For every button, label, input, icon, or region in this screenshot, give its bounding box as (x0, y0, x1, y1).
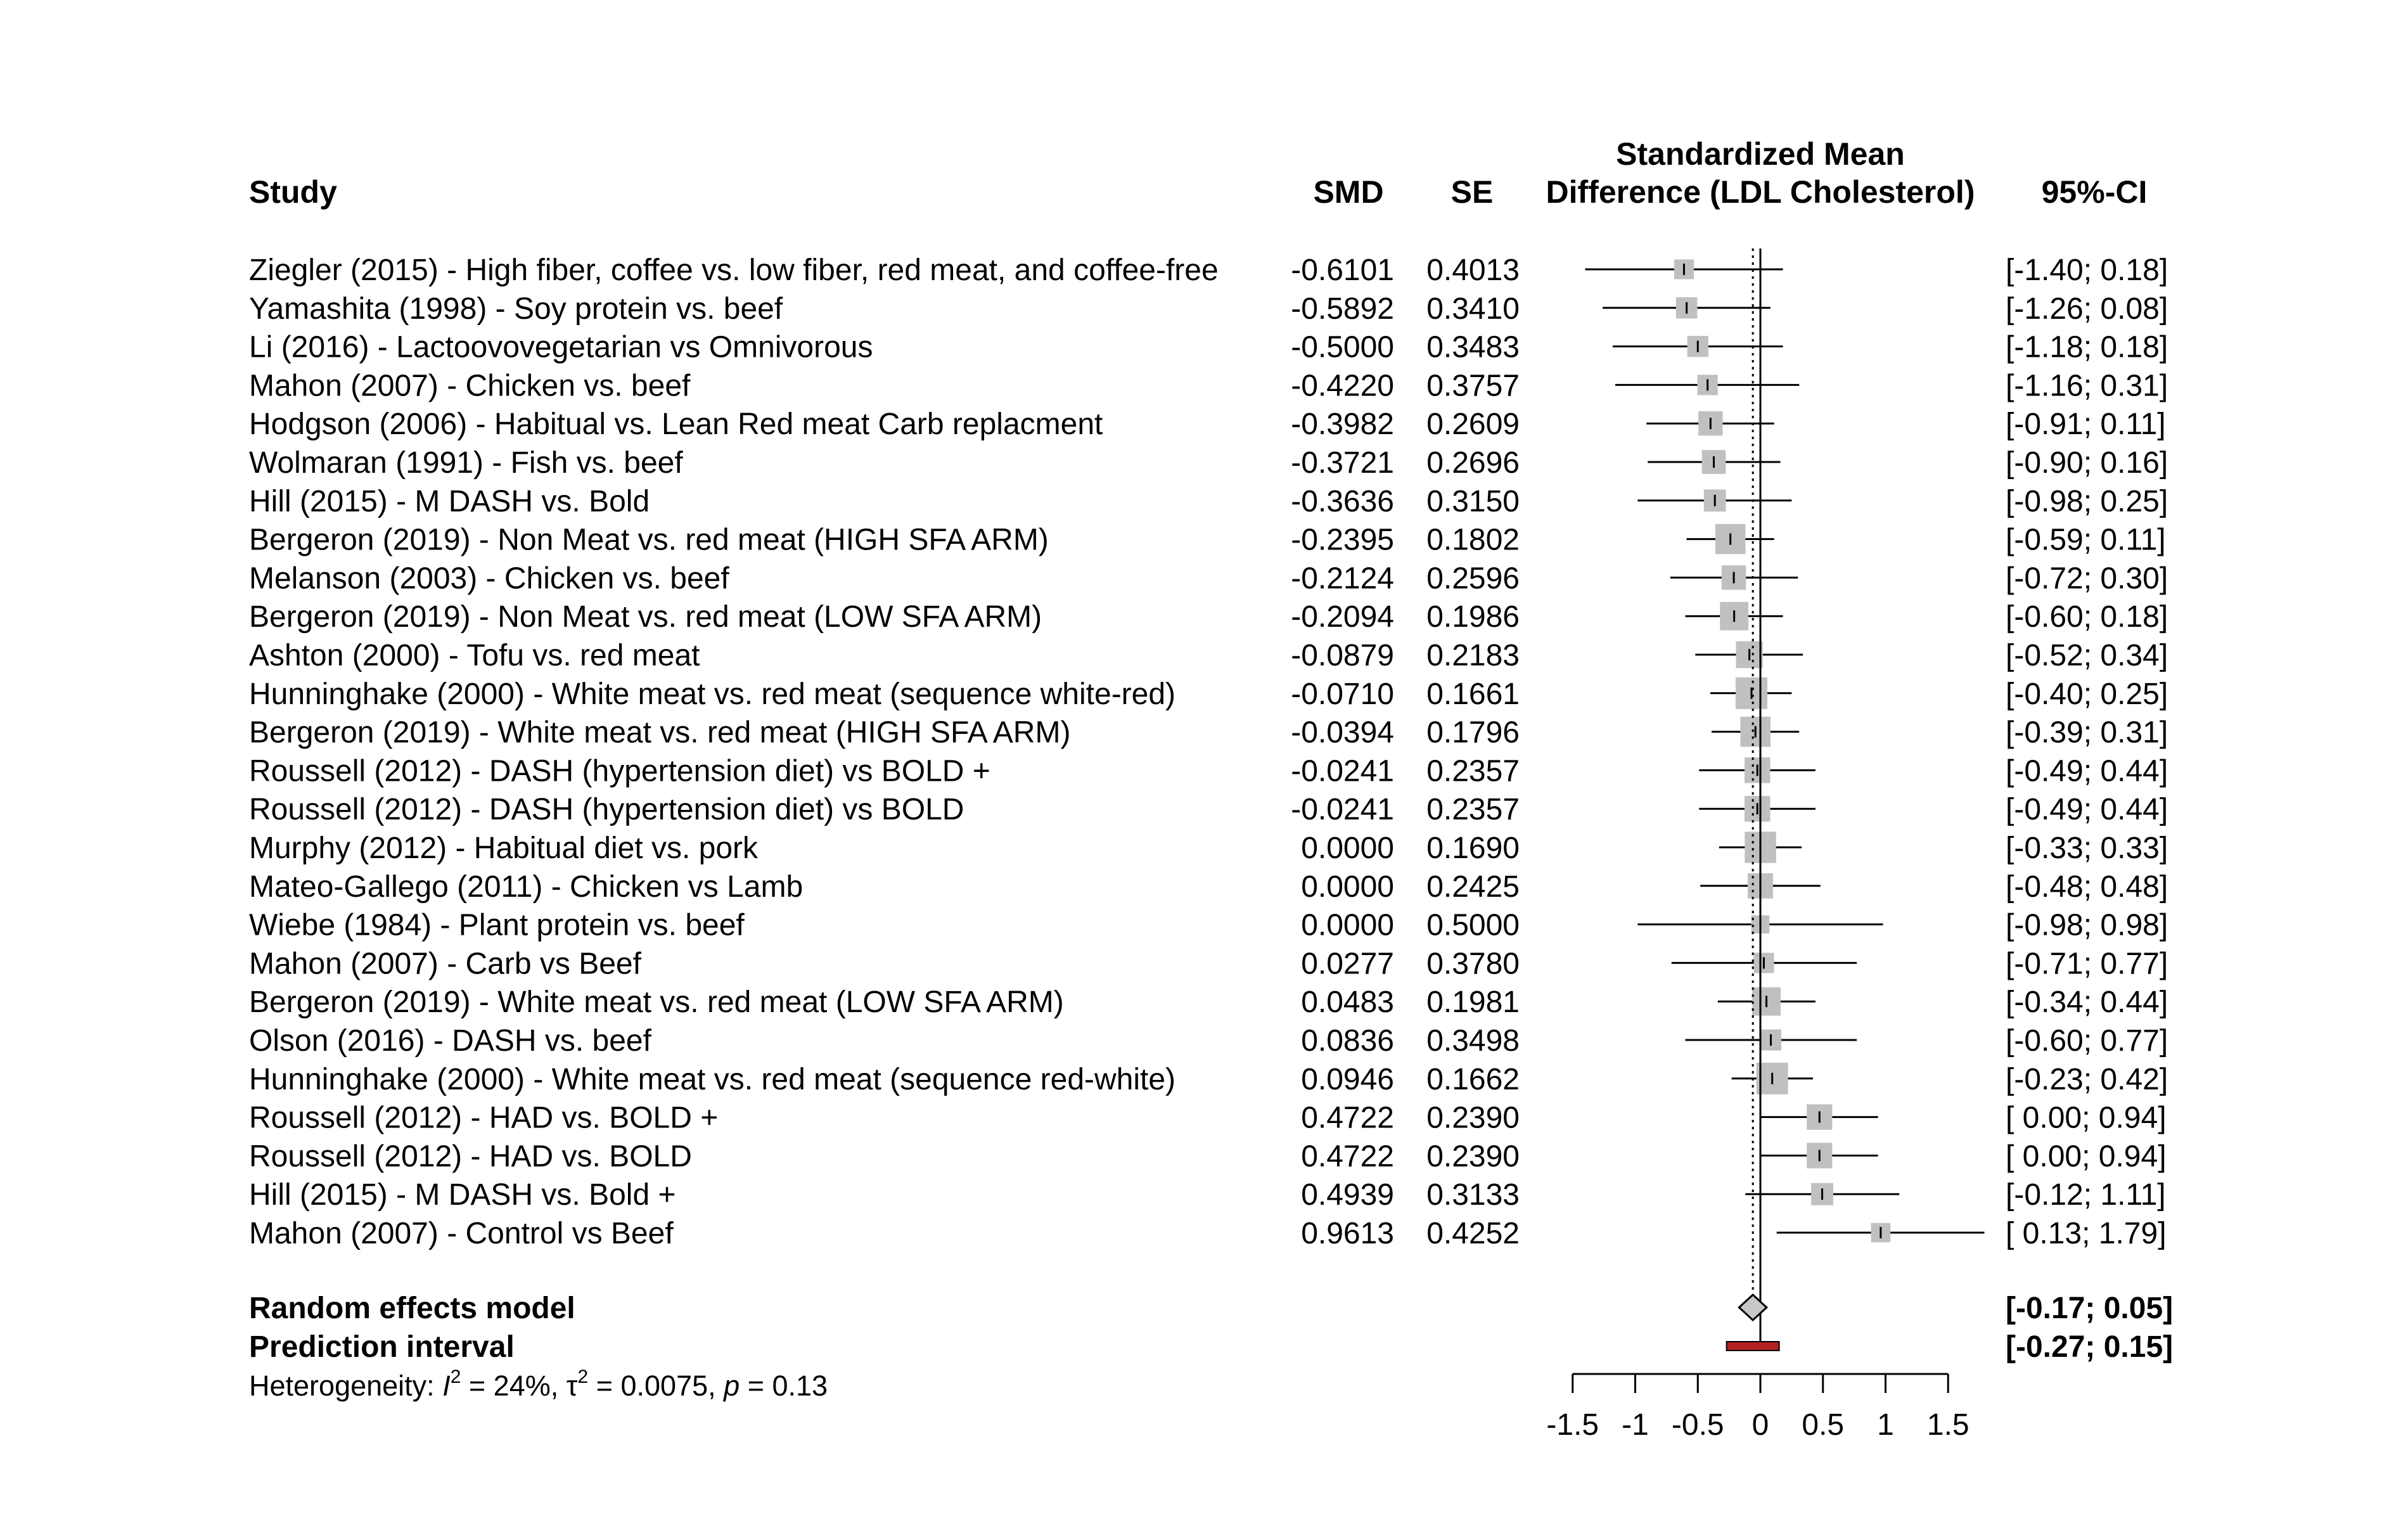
ci-value: [-0.49; 0.44] (2006, 793, 2168, 827)
ci-value: [-0.72; 0.30] (2006, 562, 2168, 596)
smd-value: -0.0241 (1291, 754, 1394, 788)
header-plot-line2: Difference (LDL Cholesterol) (1546, 174, 1975, 210)
study-label: Mahon (2007) - Carb vs Beef (249, 947, 641, 981)
x-axis (1546, 1374, 1969, 1442)
superscript-2: 2 (577, 1366, 589, 1387)
smd-value: -0.3636 (1291, 484, 1394, 518)
pooled-diamond (1739, 1295, 1766, 1320)
smd-value: 0.0836 (1301, 1024, 1394, 1058)
smd-value: -0.2094 (1291, 600, 1394, 634)
smd-value: -0.0241 (1291, 793, 1394, 827)
smd-value: -0.0394 (1291, 716, 1394, 750)
study-label: Bergeron (2019) - Non Meat vs. red meat (LOW SFA ARM) (249, 600, 1042, 634)
study-label: Wolmaran (1991) - Fish vs. beef (249, 446, 683, 480)
smd-value: -0.3721 (1291, 446, 1394, 480)
ci-value: [-0.98; 0.25] (2006, 484, 2168, 518)
prediction-interval-ci: [-0.27; 0.15] (2006, 1330, 2174, 1364)
smd-value: -0.2395 (1291, 523, 1394, 557)
study-label: Bergeron (2019) - White meat vs. red meat (HIGH SFA ARM) (249, 716, 1071, 750)
summary-rows (249, 1292, 2173, 1364)
study-label: Hill (2015) - M DASH vs. Bold (249, 484, 650, 518)
study-label: Mahon (2007) - Chicken vs. beef (249, 369, 691, 403)
random-effects-ci: [-0.17; 0.05] (2006, 1292, 2174, 1325)
header-se: SE (1451, 174, 1494, 210)
ci-value: [ 0.13; 1.79] (2006, 1217, 2167, 1250)
study-label: Hodgson (2006) - Habitual vs. Lean Red meat Carb replacment (249, 408, 1103, 442)
x-tick-label: 0 (1752, 1408, 1769, 1442)
ci-value: [-0.40; 0.25] (2006, 677, 2168, 711)
smd-value: 0.0000 (1301, 870, 1394, 904)
study-label: Bergeron (2019) - White meat vs. red meat (LOW SFA ARM) (249, 985, 1064, 1020)
se-value: 0.4252 (1426, 1217, 1520, 1250)
ci-value: [-1.40; 0.18] (2006, 254, 2168, 287)
ci-value: [-0.49; 0.44] (2006, 754, 2168, 788)
study-label: Murphy (2012) - Habitual diet vs. pork (249, 831, 759, 865)
se-value: 0.5000 (1426, 908, 1520, 942)
study-label: Mahon (2007) - Control vs Beef (249, 1217, 674, 1250)
smd-value: -0.0879 (1291, 639, 1394, 672)
smd-value: -0.6101 (1291, 254, 1394, 287)
smd-value: -0.5000 (1291, 330, 1394, 364)
ci-value: [ 0.00; 0.94] (2006, 1101, 2167, 1135)
study-label: Hunninghake (2000) - White meat vs. red meat (sequence red-white) (249, 1062, 1176, 1096)
smd-value: 0.0483 (1301, 985, 1394, 1020)
se-value: 0.3150 (1426, 484, 1520, 518)
ci-value: [-0.71; 0.77] (2006, 947, 2168, 981)
heterogeneity-text: Heterogeneity: $I^2 = 24\%$, $\tau^2 = 0.0075$, p = 0.13 (249, 1366, 828, 1402)
header-smd: SMD (1313, 174, 1384, 210)
study-label: Mateo-Gallego (2011) - Chicken vs Lamb (249, 870, 804, 904)
prediction-interval-bar (1727, 1342, 1779, 1351)
se-value: 0.4013 (1426, 254, 1520, 287)
smd-value: 0.0000 (1301, 908, 1394, 942)
study-label: Roussell (2012) - DASH (hypertension diet) vs BOLD + (249, 754, 990, 788)
x-tick-label: 0.5 (1802, 1408, 1845, 1442)
ci-value: [-0.90; 0.16] (2006, 446, 2168, 480)
ci-value: [-0.12; 1.11] (2006, 1178, 2166, 1212)
smd-value: -0.4220 (1291, 369, 1394, 403)
ci-value: [-0.48; 0.48] (2006, 870, 2168, 904)
smd-value: 0.0000 (1301, 831, 1394, 865)
study-label: Roussell (2012) - HAD vs. BOLD + (249, 1101, 719, 1135)
se-value: 0.2696 (1426, 446, 1520, 480)
se-value: 0.1662 (1426, 1062, 1520, 1096)
se-value: 0.1981 (1426, 985, 1520, 1020)
x-tick-label: -0.5 (1671, 1408, 1724, 1442)
x-tick-label: 1.5 (1926, 1408, 1969, 1442)
x-tick-label: -1 (1622, 1408, 1649, 1442)
ci-value: [-1.18; 0.18] (2006, 330, 2168, 364)
header-plot-line1: Standardized Mean (1616, 136, 1905, 172)
ci-value: [-1.16; 0.31] (2006, 369, 2168, 403)
study-label: Hill (2015) - M DASH vs. Bold + (249, 1178, 676, 1212)
se-value: 0.2390 (1426, 1101, 1520, 1135)
se-value: 0.3757 (1426, 369, 1520, 403)
se-value: 0.1802 (1426, 523, 1520, 557)
se-value: 0.2183 (1426, 639, 1520, 672)
se-value: 0.2390 (1426, 1139, 1520, 1174)
se-value: 0.3483 (1426, 330, 1520, 364)
study-label: Li (2016) - Lactoovovegetarian vs Omnivorous (249, 330, 873, 364)
study-label: Wiebe (1984) - Plant protein vs. beef (249, 908, 745, 942)
se-value: 0.1986 (1426, 600, 1520, 634)
study-label: Hunninghake (2000) - White meat vs. red meat (sequence white-red) (249, 677, 1176, 711)
ci-value: [ 0.00; 0.94] (2006, 1139, 2167, 1174)
ci-value: [-0.60; 0.77] (2006, 1024, 2168, 1058)
study-label: Olson (2016) - DASH vs. beef (249, 1024, 651, 1058)
se-value: 0.2357 (1426, 793, 1520, 827)
ci-value: [-0.98; 0.98] (2006, 908, 2168, 942)
smd-value: 0.9613 (1301, 1217, 1394, 1250)
random-effects-label: Random effects model (249, 1292, 575, 1325)
smd-value: -0.5892 (1291, 292, 1394, 326)
smd-value: 0.4722 (1301, 1101, 1394, 1135)
study-rows (249, 254, 2168, 1250)
smd-value: 0.0277 (1301, 947, 1394, 981)
plot-marks (1585, 248, 1985, 1347)
se-value: 0.1661 (1426, 677, 1520, 711)
smd-value: -0.2124 (1291, 562, 1394, 596)
header-ci: 95%-CI (2041, 174, 2148, 210)
ci-value: [-0.59; 0.11] (2006, 523, 2166, 557)
study-label: Roussell (2012) - DASH (hypertension diet) vs BOLD (249, 793, 964, 827)
x-tick-label: 1 (1877, 1408, 1894, 1442)
ci-value: [-0.39; 0.31] (2006, 716, 2168, 750)
se-value: 0.2596 (1426, 562, 1520, 596)
se-value: 0.3498 (1426, 1024, 1520, 1058)
study-label: Roussell (2012) - HAD vs. BOLD (249, 1139, 692, 1174)
ci-value: [-0.23; 0.42] (2006, 1062, 2168, 1096)
se-value: 0.2425 (1426, 870, 1520, 904)
study-label: Ziegler (2015) - High fiber, coffee vs. low fiber, red meat, and coffee-free (249, 254, 1219, 287)
study-label: Bergeron (2019) - Non Meat vs. red meat (HIGH SFA ARM) (249, 523, 1049, 557)
ci-value: [-1.26; 0.08] (2006, 292, 2168, 326)
se-value: 0.1690 (1426, 831, 1520, 865)
x-tick-label: -1.5 (1546, 1408, 1599, 1442)
se-value: 0.1796 (1426, 716, 1520, 750)
smd-value: 0.4722 (1301, 1139, 1394, 1174)
ci-value: [-0.60; 0.18] (2006, 600, 2168, 634)
study-label: Yamashita (1998) - Soy protein vs. beef (249, 292, 783, 326)
se-value: 0.3780 (1426, 947, 1520, 981)
smd-value: -0.0710 (1291, 677, 1394, 711)
ci-value: [-0.91; 0.11] (2006, 408, 2166, 442)
prediction-interval-label: Prediction interval (249, 1330, 515, 1364)
se-value: 0.2357 (1426, 754, 1520, 788)
ci-value: [-0.52; 0.34] (2006, 639, 2168, 672)
ci-value: [-0.34; 0.44] (2006, 985, 2168, 1020)
se-value: 0.3410 (1426, 292, 1520, 326)
study-label: Melanson (2003) - Chicken vs. beef (249, 562, 729, 596)
header-study: Study (249, 174, 337, 210)
study-label: Ashton (2000) - Tofu vs. red meat (249, 639, 700, 672)
ci-value: [-0.33; 0.33] (2006, 831, 2168, 865)
smd-value: -0.3982 (1291, 408, 1394, 442)
se-value: 0.2609 (1426, 408, 1520, 442)
superscript-2: 2 (450, 1366, 461, 1387)
smd-value: 0.4939 (1301, 1178, 1394, 1212)
smd-value: 0.0946 (1301, 1062, 1394, 1096)
se-value: 0.3133 (1426, 1178, 1520, 1212)
